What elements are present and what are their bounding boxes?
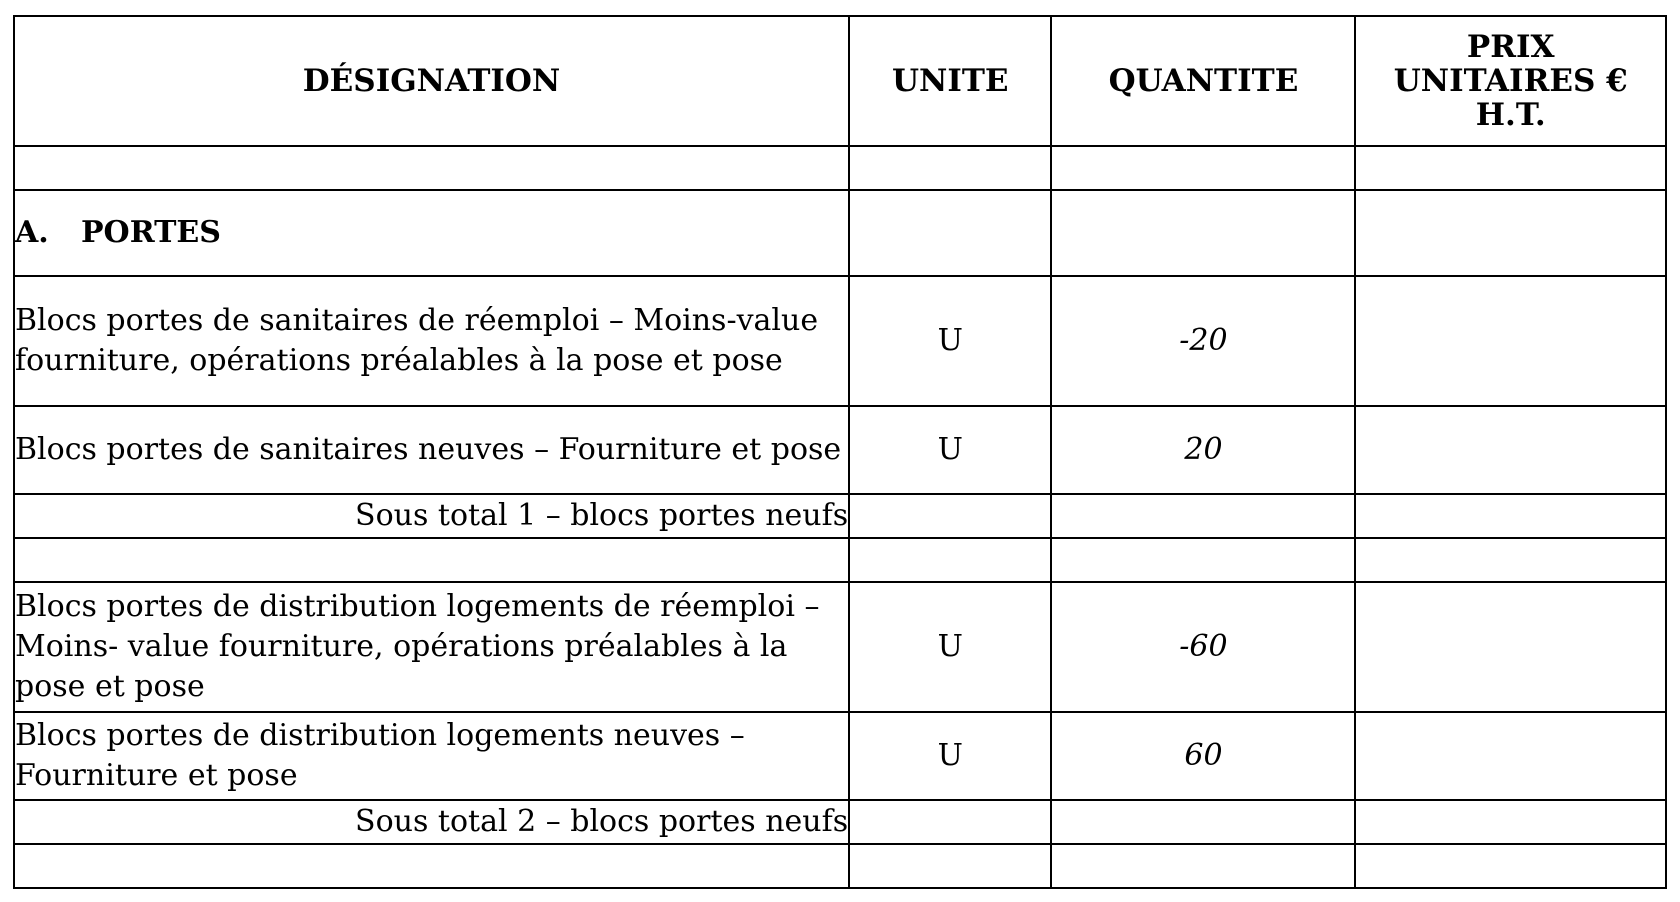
row-designation: Blocs portes de sanitaires neuves – Fourniture et pose xyxy=(14,406,849,494)
row-unit: U xyxy=(849,582,1051,712)
empty-cell xyxy=(14,538,849,582)
row-quantity: 60 xyxy=(1051,712,1355,800)
header-price-line1: PRIX xyxy=(1466,29,1555,65)
empty-row xyxy=(14,844,1666,888)
table-row xyxy=(14,406,1666,494)
header-price-line3: H.T. xyxy=(1475,97,1546,133)
row-unit-price xyxy=(1355,582,1666,712)
empty-cell xyxy=(849,844,1051,888)
header-row xyxy=(14,16,1666,146)
empty-cell xyxy=(1051,494,1355,538)
row-designation: Blocs portes de distribution logements neuves – Fourniture et pose xyxy=(14,712,849,800)
header-unit-price xyxy=(1355,16,1666,146)
row-quantity: -20 xyxy=(1051,276,1355,406)
section-name: PORTES xyxy=(81,215,221,250)
empty-cell xyxy=(1051,844,1355,888)
header-quantity: QUANTITE xyxy=(1051,16,1355,146)
row-designation: Blocs portes de distribution logements de réemploi – Moins- value fourniture, opérations préalables à la pose et pose xyxy=(14,582,849,712)
empty-cell xyxy=(1051,146,1355,190)
header-unit: UNITE xyxy=(849,16,1051,146)
row-unit-price xyxy=(1355,276,1666,406)
row-unit: U xyxy=(849,276,1051,406)
quote-table xyxy=(13,15,1667,889)
subtotal-value xyxy=(1355,494,1666,538)
empty-cell xyxy=(1355,538,1666,582)
row-unit-price xyxy=(1355,406,1666,494)
empty-cell xyxy=(1051,190,1355,276)
empty-cell xyxy=(1355,190,1666,276)
empty-cell xyxy=(1051,800,1355,844)
row-unit: U xyxy=(849,712,1051,800)
row-quantity: -60 xyxy=(1051,582,1355,712)
table-row xyxy=(14,276,1666,406)
section-title xyxy=(14,190,849,276)
row-quantity: 20 xyxy=(1051,406,1355,494)
empty-cell xyxy=(849,538,1051,582)
section-letter: A. xyxy=(15,215,49,250)
empty-cell xyxy=(14,146,849,190)
empty-cell xyxy=(849,146,1051,190)
table-row xyxy=(14,582,1666,712)
table-row xyxy=(14,712,1666,800)
header-designation: DÉSIGNATION xyxy=(14,16,849,146)
empty-cell xyxy=(14,844,849,888)
empty-cell xyxy=(1355,844,1666,888)
header-price-line2: UNITAIRES € xyxy=(1393,63,1628,99)
row-unit: U xyxy=(849,406,1051,494)
subtotal-label: Sous total 2 – blocs portes neufs xyxy=(14,800,849,844)
empty-cell xyxy=(1355,146,1666,190)
empty-cell xyxy=(849,190,1051,276)
subtotal-value xyxy=(1355,800,1666,844)
row-unit-price xyxy=(1355,712,1666,800)
empty-cell xyxy=(849,494,1051,538)
section-row-portes xyxy=(14,190,1666,276)
row-designation: Blocs portes de sanitaires de réemploi – Moins-value fourniture, opérations préalables à la pose et pose xyxy=(14,276,849,406)
empty-cell xyxy=(1051,538,1355,582)
empty-row xyxy=(14,146,1666,190)
empty-cell xyxy=(849,800,1051,844)
subtotal-row-1 xyxy=(14,494,1666,538)
empty-row xyxy=(14,538,1666,582)
subtotal-label: Sous total 1 – blocs portes neufs xyxy=(14,494,849,538)
subtotal-row-2 xyxy=(14,800,1666,844)
